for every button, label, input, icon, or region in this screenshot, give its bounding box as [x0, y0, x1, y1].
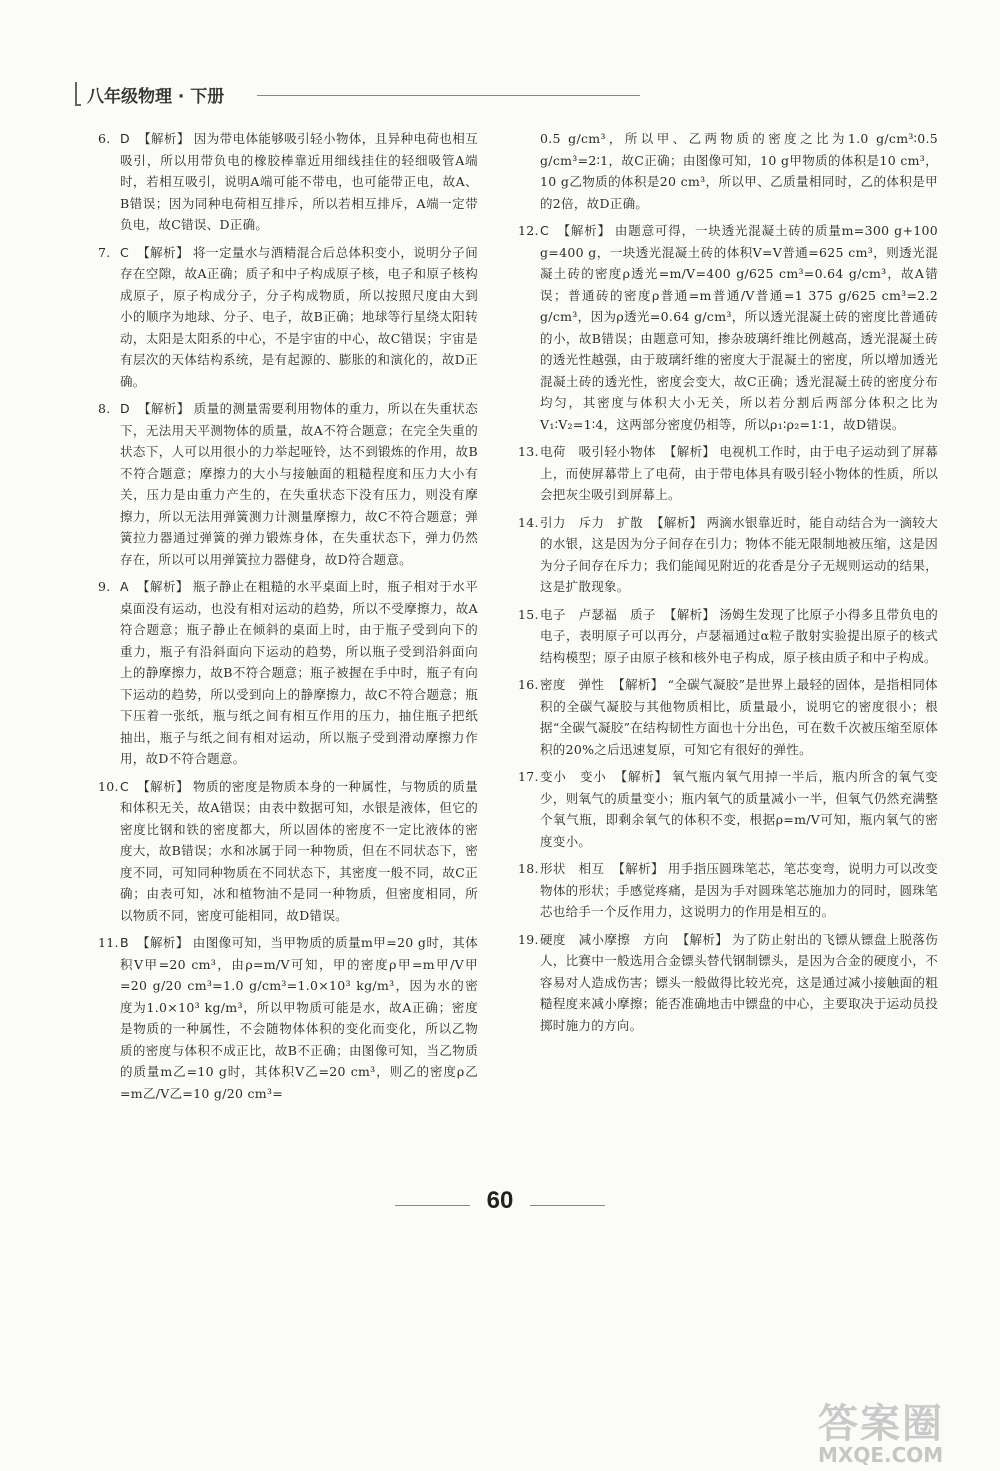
answer-item-13 [518, 441, 938, 506]
analysis-tag: 【解析】 [137, 778, 190, 794]
footer-rule-left [395, 1205, 470, 1206]
answer-item-18 [518, 858, 938, 923]
analysis-tag: 【解析】 [136, 935, 189, 950]
header-title: 八年级物理 · 下册 [87, 87, 225, 107]
page-header [75, 80, 640, 108]
answer-item-11 [98, 932, 478, 1104]
analysis-tag: 【解析】 [663, 444, 716, 459]
item-number: 13. [518, 444, 539, 459]
item-number: 12. [518, 223, 539, 238]
answer-item-12 [518, 220, 938, 435]
analysis-tag: 【解析】 [612, 861, 664, 876]
item-number: 14. [518, 514, 539, 530]
watermark-url: MXQE.COM [818, 1443, 944, 1467]
answer-item-14 [518, 512, 938, 598]
analysis-tag: 【解析】 [137, 401, 190, 416]
item-number: 16. [518, 677, 539, 692]
analysis-tag: 【解析】 [650, 514, 703, 530]
item-text: 由题意可得，一块透光混凝土砖的质量m=300 g+100 g=400 g，一块透光混凝土砖的体积V=V普通=625 cm³，则透光混凝土砖的密度ρ透光=m/V=400 g/625 cm³=0.64 g/cm³，故A错误；普通砖的密度ρ普通=m普通/V普通=1 375 g/625 cm³=2.2 g/cm³，因为ρ透光=0.64 g/cm³，所以透光混凝土砖的密度比普通砖的小，故B错误；由题意可知，掺杂玻璃纤维比例越高，透光混凝土砖的透光性越强，由于玻璃纤维的密度大于混凝土的密度，所以增加透光混凝土砖的透光性，密度会变大，故C正确；透光混凝土砖的密度分布均匀，其密度与体积大小无关，所以若分割后两部分体积之比为V₁∶V₂=1∶4，这两部分密度仍相等，所以ρ₁∶ρ₂=1∶1，故D错误。 [540, 223, 938, 432]
item-text: 两滴水银靠近时，能自动结合为一滴较大的水银，这是因为分子间存在引力；物体不能无限制地被压缩，这是因为分子间存在斥力；我们能闻见附近的花香是分子无规则运动的结果，这是扩散现象。 [540, 514, 939, 594]
item-number: 15. [518, 606, 539, 622]
header-bracket [75, 82, 81, 106]
analysis-tag: 【解析】 [137, 131, 190, 146]
answer-item-19 [518, 929, 938, 1037]
item-number: 6. [98, 131, 111, 146]
item-answer: C [540, 223, 550, 238]
answer-item-10 [98, 776, 478, 927]
page-footer [0, 1180, 1000, 1220]
item-text: 将一定量水与酒精混合后总体积变小，说明分子间存在空隙，故A正确；质子和中子构成原子核，电子和原子核构成原子，原子构成分子，分子构成物质，所以按照尺度由大到小的顺序为地球、分子、电子，故B正确；地球等行星绕太阳转动，太阳是太阳系的中心，不是宇宙的中心，故C错误；宇宙是有层次的天体结构系统，是有起源的、膨胀的和演化的，故D正确。 [120, 244, 478, 389]
answer-item-16 [518, 674, 938, 760]
item-number: 7. [98, 244, 111, 260]
item-text: 由图像可知，当甲物质的质量m甲=20 g时，其体积V甲=20 cm³，由ρ=m/V可知，甲的密度ρ甲=m甲/V甲=20 g/20 cm³=1.0 g/cm³=1.0×10³ kg/m³，因为水的密度为1.0×10³ kg/m³，所以甲物质可能是水，故A正确；密度是物质的一种属性，不会随物体体积的变化而变化，所以乙物质的密度与体积不成正比，故B不正确；由图像可知，当乙物质的质量m乙=10 g时，其体积V乙=20 cm³，则乙的密度ρ乙=m乙/V乙=10 g/20 cm³= [120, 935, 478, 1101]
analysis-tag: 【解析】 [557, 223, 611, 238]
item-answer: A [120, 579, 129, 594]
item-answer: C [120, 244, 130, 260]
footer-rule-right [530, 1205, 605, 1206]
item-answer: D [120, 401, 130, 416]
item-answer: B [120, 935, 129, 950]
left-column [98, 128, 478, 1110]
answer-item-6 [98, 128, 478, 236]
item-answer: 密度 弹性 [540, 677, 605, 692]
item-text: 汤姆生发现了比原子小得多且带负电的电子，表明原子可以再分，卢瑟福通过α粒子散射实验提出原子的核式结构模型；原子由原子核和核外电子构成，原子核由质子和中子构成。 [540, 606, 939, 665]
item-number: 8. [98, 401, 111, 416]
right-column [518, 128, 938, 1042]
watermark-logo [818, 1392, 968, 1467]
item-answer: 硬度 减小摩擦 方向 [540, 931, 669, 947]
answer-item-15 [518, 604, 938, 669]
header-rule [257, 95, 640, 96]
answer-item-8 [98, 398, 478, 570]
answer-item-17 [518, 766, 938, 852]
analysis-tag: 【解析】 [612, 677, 664, 692]
item-text: 因为带电体能够吸引轻小物体，且异种电荷也相互吸引，所以用带负电的橡胶棒靠近用细线挂住的轻细吸管A端时，若相互吸引，说明A端可能不带电，也可能带正电，故A、B错误；因为同种电荷相互排斥，所以若相互排斥，A端一定带负电，故C错误、D正确。 [120, 131, 478, 232]
item-answer: 变小 变小 [540, 769, 607, 784]
item-answer: 形状 相互 [540, 861, 605, 876]
item-number: 17. [518, 769, 539, 784]
item-number: 9. [98, 579, 111, 594]
analysis-tag: 【解析】 [663, 606, 716, 622]
item-answer: 引力 斥力 扩散 [540, 514, 643, 530]
continued-text: 0.5 g/cm³，所以甲、乙两物质的密度之比为1.0 g/cm³∶0.5 g/cm³=2∶1，故C正确；由图像可知，10 g甲物质的体积是10 cm³，10 g乙物质的体积是20 cm³，所以甲、乙质量相同时，乙的体积是甲的2倍，故D正确。 [540, 131, 938, 211]
item-number: 10. [98, 778, 119, 794]
analysis-tag: 【解析】 [137, 244, 190, 260]
item-text: “全碳气凝胶”是世界上最轻的固体，是指相同体积的全碳气凝胶与其他物质相比，质量最小，说明它的密度很小；根据“全碳气凝胶”在结构韧性方面也十分出色，可在数千次被压缩至原体积的20%之后迅速复原，可知它有很好的弹性。 [540, 677, 938, 757]
analysis-tag: 【解析】 [614, 769, 668, 784]
item-text: 质量的测量需要利用物体的重力，所以在失重状态下，无法用天平测物体的质量，故A不符合题意；在完全失重的状态下，人可以用很小的力举起哑铃，达不到锻炼的作用，故B不符合题意；摩擦力的大小与接触面的粗糙程度和压力大小有关，压力是由重力产生的，在失重状态下没有压力，则没有摩擦力，所以无法用弹簧测力计测量摩擦力，故C不符合题意；弹簧拉力器通过弹簧的弹力锻炼身体，在失重状态下，弹力仍然存在，所以可以用弹簧拉力器健身，故D符合题意。 [120, 401, 478, 567]
answer-item-7 [98, 242, 478, 393]
item-number: 11. [98, 935, 119, 950]
item-answer: 电荷 吸引轻小物体 [540, 444, 656, 459]
item-answer: C [120, 778, 130, 794]
item-text: 用手指压圆珠笔芯，笔芯变弯，说明力可以改变物体的形状；手感觉疼痛，是因为手对圆珠笔芯施加力的同时，圆珠笔芯也给手一个反作用力，这说明力的作用是相互的。 [540, 861, 938, 919]
page-number: 60 [486, 1187, 514, 1214]
item-text: 氧气瓶内氧气用掉一半后，瓶内所含的氧气变少，则氧气的质量变小；瓶内氧气的质量减小一半，但氧气仍然充满整个氧气瓶，即剩余氧气的体积不变，根据ρ=m/V可知，瓶内氧气的密度变小。 [540, 769, 938, 849]
item-text: 为了防止射出的飞镖从镖盘上脱落伤人，比赛中一般选用合金镖头替代钢制镖头，是因为合金的硬度小，不容易对人造成伤害；镖头一般做得比较光亮，这是通过减小接触面的粗糙程度来减小摩擦；能否准确地击中镖盘的中心，主要取决于运动员投掷时施力的方向。 [540, 931, 938, 1033]
item-text: 物质的密度是物质本身的一种属性，与物质的质量和体积无关，故A错误；由表中数据可知，水银是液体，但它的密度比钢和铁的密度都大，所以固体的密度不一定比液体的密度大，故B错误；水和冰属于同一种物质，但在不同状态下，密度不同，可知同种物质在不同状态下，其密度一般不同，故C正确；由表可知，冰和植物油不是同一种物质，但密度相同，所以物质不同，密度可能相同，故D错误。 [120, 778, 478, 923]
item-answer: 电子 卢瑟福 质子 [540, 606, 656, 622]
watermark-logo-text: 答案圈 [818, 1401, 944, 1447]
item-text: 电视机工作时，由于电子运动到了屏幕上，而使屏幕带上了电荷，由于带电体具有吸引轻小物体的性质，所以会把灰尘吸引到屏幕上。 [540, 444, 939, 502]
item-number: 19. [518, 931, 539, 947]
item-number: 18. [518, 861, 539, 876]
answer-item-9 [98, 576, 478, 770]
analysis-tag: 【解析】 [676, 931, 729, 947]
item-text: 瓶子静止在粗糙的水平桌面上时，瓶子相对于水平桌面没有运动，也没有相对运动的趋势，所以不受摩擦力，故A符合题意；瓶子静止在倾斜的桌面上时，由于瓶子受到向下的重力，瓶子有沿斜面向下运动的趋势，所以瓶子受到沿斜面向上的静摩擦力，故B不符合题意；瓶子被握在手中时，瓶子有向下运动的趋势，所以受到向上的静摩擦力，故C不符合题意；瓶下压着一张纸，瓶与纸之间有相互作用的压力，抽住瓶子把纸抽出，瓶子与纸之间有相对运动，所以瓶子受到滑动摩擦力作用，故D不符合题意。 [120, 579, 479, 766]
analysis-tag: 【解析】 [136, 579, 189, 594]
item-answer: D [120, 131, 130, 146]
